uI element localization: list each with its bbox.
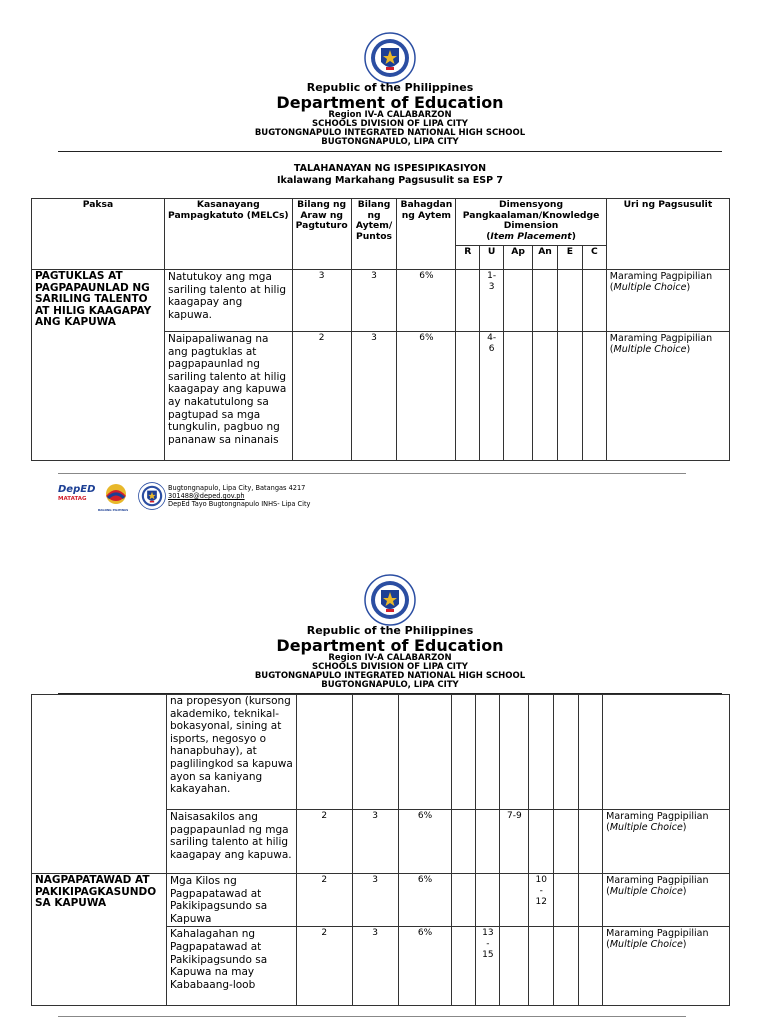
deped-seal-icon (364, 574, 416, 626)
page-2 (0, 560, 768, 1024)
deped-logo-text: DepED (58, 484, 96, 495)
school-seal-icon (138, 482, 166, 510)
melc-cell: Naisasakilos ang pagpapaunlad ng mga sariling talento at hilig kaagapay ang kapuwa. (166, 810, 296, 874)
region-label: Region IV-A CALABARZON (328, 110, 452, 120)
dim-c-cell (582, 332, 606, 461)
uri-cell: Maraming Pagpipilian (Multiple Choice) (603, 874, 730, 927)
bahagdan-cell (398, 695, 452, 810)
dim-r-cell (452, 810, 476, 874)
dim-an-cell (533, 332, 558, 461)
dim-c-cell (579, 874, 603, 927)
footer-divider (58, 473, 686, 474)
uri-en-label: Multiple Choice (609, 822, 683, 833)
document-subtitle: Ikalawang Markahang Pagsusulit sa ESP 7 (276, 175, 503, 186)
dim-u-cell (476, 695, 500, 810)
dim-r-cell (452, 874, 476, 927)
footer-email-link[interactable]: 301488@deped.gov.ph (168, 492, 245, 500)
header-paksa: Paksa (32, 199, 165, 270)
footer-contact (168, 484, 310, 508)
department-title: Department of Education (276, 636, 504, 655)
republic-label: Republic of the Philippines (306, 624, 474, 637)
table-row (32, 695, 730, 810)
aytem-cell: 3 (352, 810, 398, 874)
dim-ap-cell: 7-9 (500, 810, 529, 874)
dim-an-cell: 10 - 12 (529, 874, 554, 927)
bahagdan-cell: 6% (398, 810, 452, 874)
topic-cell (32, 695, 167, 874)
uri-cell: Maraming Pagpipilian (Multiple Choice) (606, 270, 729, 332)
araw-cell (296, 695, 352, 810)
dim-e-cell (554, 695, 579, 810)
dim-c-cell (579, 810, 603, 874)
araw-cell: 2 (296, 927, 352, 1006)
division-label: SCHOOLS DIVISION OF LIPA CITY (312, 119, 468, 129)
dim-c-cell (579, 927, 603, 1006)
araw-cell: 2 (296, 874, 352, 927)
bagong-pilipinas-logo-icon (102, 482, 130, 510)
aytem-cell: 3 (352, 927, 398, 1006)
dim-c-cell (579, 695, 603, 810)
header-uri: Uri ng Pagsusulit (606, 199, 729, 270)
school-label: BUGTONGNAPULO INTEGRATED NATIONAL HIGH SCHOOL (254, 128, 526, 138)
dim-ap-cell (504, 270, 533, 332)
uri-en-label: Multiple Choice (609, 886, 683, 897)
dim-ap-cell (500, 874, 529, 927)
topic-cell: NAGPAPATAWAD AT PAKIKIPAGKASUNDO SA KAPUWA (32, 874, 167, 1006)
specification-table-page-2 (31, 694, 730, 1006)
header-dim-ap: Ap (504, 246, 533, 270)
dim-u-cell: 13 - 15 (476, 927, 500, 1006)
footer-facebook: DepEd Tayo Bugtongnapulo INHS- Lipa City (168, 500, 311, 508)
dim-e-cell (554, 874, 579, 927)
matatag-logo-text: MATATAG (58, 496, 87, 502)
table-row (32, 270, 730, 332)
header-dim-an: An (533, 246, 558, 270)
header-dimensyon: Dimensyong Pangkaalaman/Knowledge Dimension (Item Placement) (456, 199, 607, 246)
dim-r-cell (456, 270, 480, 332)
dim-e-cell (558, 270, 583, 332)
uri-label: Maraming Pagpipilian (609, 333, 713, 344)
dim-r-cell (452, 695, 476, 810)
dim-an-cell (529, 695, 554, 810)
header-dimensyon-text: Dimensyong Pangkaalaman/Knowledge Dimension (462, 199, 600, 231)
school-label: BUGTONGNAPULO INTEGRATED NATIONAL HIGH SCHOOL (254, 671, 526, 681)
dim-r-cell (456, 332, 480, 461)
uri-label: Maraming Pagpipilian (606, 811, 709, 822)
bahagdan-cell: 6% (398, 927, 452, 1006)
melc-cell: Naipapaliwanag na ang pagtuklas at pagpapaunlad ng sariling talento at hilig kaagapay ang kapuwa ay nakatutulong sa pagtupad sa mga tungkulin, pagbuo ng pananaw sa ninanais (164, 332, 292, 461)
dim-u-cell: 4- 6 (480, 332, 504, 461)
specification-table-page-1 (31, 198, 730, 461)
dim-r-cell (452, 927, 476, 1006)
department-title: Department of Education (276, 93, 504, 112)
region-label: Region IV-A CALABARZON (328, 653, 452, 663)
header-bilang-aytem: Bilang ng Aytem/ Puntos (351, 199, 397, 270)
header-dim-e: E (558, 246, 583, 270)
uri-cell: Maraming Pagpipilian (Multiple Choice) (603, 927, 730, 1006)
melc-cell: Kahalagahan ng Pagpapatawad at Pakikipagsundo sa Kapuwa na may Kababaang-loob (166, 927, 296, 1006)
address-label: BUGTONGNAPULO, LIPA CITY (321, 137, 459, 147)
aytem-cell: 3 (352, 874, 398, 927)
uri-en-label: Multiple Choice (613, 344, 687, 355)
division-label: SCHOOLS DIVISION OF LIPA CITY (312, 662, 468, 672)
header-dim-r: R (456, 246, 480, 270)
table-row (32, 874, 730, 927)
topic-cell: PAGTUKLAS AT PAGPAPAUNLAD NG SARILING TALENTO AT HILIG KAAGAPAY ANG KAPUWA (32, 270, 165, 461)
uri-cell: Maraming Pagpipilian (Multiple Choice) (603, 810, 730, 874)
dim-an-cell (529, 810, 554, 874)
uri-en-label: Multiple Choice (609, 939, 683, 951)
melc-cell: Mga Kilos ng Pagpapatawad at Pakikipagsundo sa Kapuwa (166, 874, 296, 927)
uri-label: Maraming Pagpipilian (606, 928, 709, 940)
araw-cell: 2 (292, 332, 351, 461)
dim-ap-cell (504, 332, 533, 461)
header-bahagdan: Bahagdan ng Aytem (397, 199, 456, 270)
document-title: TALAHANAYAN NG ISPESIPIKASIYON (293, 163, 487, 174)
address-label: BUGTONGNAPULO, LIPA CITY (321, 680, 459, 690)
header-bilang-araw: Bilang ng Araw ng Pagtuturo (292, 199, 351, 270)
melc-cell: na propesyon (kursong akademiko, teknikal-bokasyonal, sining at isports, negosyo o hanapbuhay), at paglilingkod sa kapuwa ayon sa kaniyang kakayahan. (166, 695, 296, 810)
footer-logos (58, 480, 168, 514)
dim-u-cell: 1- 3 (480, 270, 504, 332)
aytem-cell: 3 (351, 270, 397, 332)
dim-e-cell (554, 927, 579, 1006)
uri-cell (603, 695, 730, 810)
dim-c-cell (582, 270, 606, 332)
uri-label: Maraming Pagpipilian (609, 271, 713, 282)
footer-divider (58, 1016, 686, 1017)
header-melcs: Kasanayang Pampagkatuto (MELCs) (164, 199, 292, 270)
header-dim-u: U (480, 246, 504, 270)
dim-ap-cell (500, 927, 529, 1006)
melc-cell: Natutukoy ang mga sariling talento at hilig kaagapay ang kapuwa. (164, 270, 292, 332)
header-item-placement: Item Placement (490, 230, 572, 242)
araw-cell: 3 (292, 270, 351, 332)
uri-label: Maraming Pagpipilian (606, 875, 709, 886)
dim-e-cell (554, 810, 579, 874)
header-dim-c: C (582, 246, 606, 270)
aytem-cell (352, 695, 398, 810)
dim-e-cell (558, 332, 583, 461)
deped-seal-icon (364, 32, 416, 84)
uri-en-label: Multiple Choice (613, 282, 687, 293)
dim-ap-cell (500, 695, 529, 810)
uri-cell: Maraming Pagpipilian (Multiple Choice) (606, 332, 729, 461)
dim-u-cell (476, 874, 500, 927)
dim-u-cell (476, 810, 500, 874)
header-divider (58, 151, 722, 152)
bagong-pilipinas-text: BAGONG PILIPINAS (98, 508, 129, 512)
dim-an-cell (533, 270, 558, 332)
footer-address: Bugtongnapulo, Lipa City, Batangas 4217 (168, 484, 306, 492)
bahagdan-cell: 6% (397, 270, 456, 332)
aytem-cell: 3 (351, 332, 397, 461)
bahagdan-cell: 6% (397, 332, 456, 461)
bahagdan-cell: 6% (398, 874, 452, 927)
deped-logo (58, 484, 96, 510)
araw-cell: 2 (296, 810, 352, 874)
republic-label: Republic of the Philippines (306, 81, 474, 94)
dim-an-cell (529, 927, 554, 1006)
